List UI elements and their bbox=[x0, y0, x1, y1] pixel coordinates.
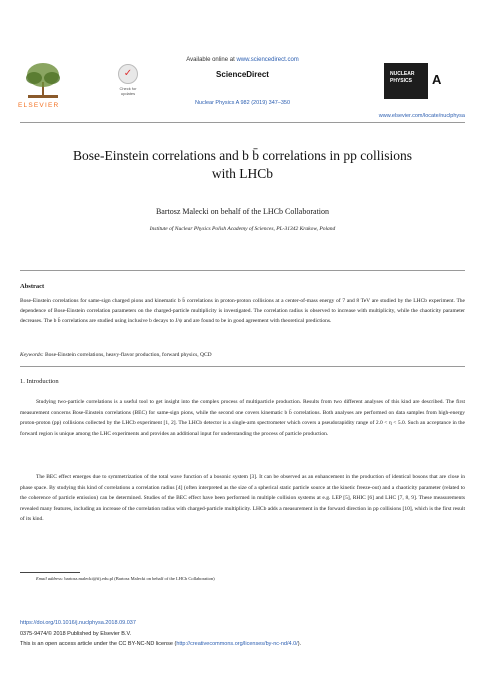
journal-reference: Nuclear Physics A 982 (2019) 347–350 bbox=[194, 100, 291, 106]
journal-logo bbox=[384, 63, 428, 99]
section-heading: 1. Introduction bbox=[20, 378, 59, 385]
abstract-heading: Abstract bbox=[20, 283, 45, 290]
intro-paragraph-1: Studying two-particle correlations is a useful tool to get insight into the complex process of multiparticle production. Results from two different analyses of this kind are described. The first measurement concerns Bose-Einstein correlations (BEC) for same-sign pions, while the second one covers kinematic b b̄ correlations. Both analyses are performed on data samples from high-energy proton-proton (pp) collisions collected by the LHCb experiment [1, 2]. The LHCb detector is a single-arm spectrometer which covers a pseudorapidity range of 2.0 < η < 5.0. Such an acceptance in the forward region is unique among the LHC experiments and provides an additional input for understanding the process of particle production. bbox=[20, 399, 465, 437]
footnote-label: Email address: bbox=[36, 576, 64, 581]
availability-line: Available online at www.sciencedirect.com bbox=[186, 57, 299, 63]
issn-copyright: 0375-9474/© 2018 Published by Elsevier B.V. bbox=[20, 631, 132, 637]
footnote-divider bbox=[20, 572, 80, 573]
check-for-updates-badge[interactable] bbox=[116, 64, 140, 96]
journal-homepage-link[interactable]: www.elsevier.com/locate/nuclphysa bbox=[378, 113, 465, 119]
journal-logo-line1: NUCLEAR bbox=[390, 71, 415, 77]
keywords-list: Bose-Einstein correlations, heavy-flavor production, forward physics, QCD bbox=[45, 352, 212, 358]
paper-title: Bose-Einstein correlations and b b̄ correlations in pp collisions with LHCb bbox=[73, 148, 412, 181]
abstract-divider-bottom bbox=[20, 366, 465, 367]
footnote-value[interactable]: bartosz.malecki@ifj.edu.pl (Bartosz Malecki on behalf of the LHCb Collaboration) bbox=[64, 576, 215, 581]
footnote-email bbox=[36, 576, 215, 581]
keywords-label: Keywords: bbox=[20, 352, 44, 358]
check-for-updates-icon: ✓ bbox=[118, 64, 138, 84]
sciencedirect-link[interactable]: www.sciencedirect.com bbox=[236, 57, 299, 63]
platform-name: ScienceDirect bbox=[216, 70, 269, 79]
intro-paragraph-2: The BEC effect emerges due to symmetrization of the total wave function of a bosonic system [3]. It can be observed as an enhancement in the production of identical bosons that are close in phase space. By studying this kind of correlations a correlation radius [4] (often interpreted as the size of a spherical static particle source at the kinetic freeze-out) and a chaoticity parameter (related to the coherence of particle emission) can be determined. Studies of the BEC effect have been performed in multiple collision systems at e.g. LEP [5], RHIC [6] and LHC [7, 8, 9]. These measurements revealed many features, including an increase of the correlation radius with charged-particle multiplicity. LHCb adds a measurement in the forward direction in pp collisions [10], which is the first result of its kind. bbox=[20, 474, 465, 523]
doi-link[interactable]: https://doi.org/10.1016/j.nuclphysa.2018.09.037 bbox=[20, 620, 136, 626]
authors: Bartosz Malecki on behalf of the LHCb Collaboration bbox=[155, 207, 330, 216]
license-line: This is an open access article under the CC BY-NC-ND license (http://creativecommons.org/licenses/by-nc-nd/4.0/). bbox=[20, 641, 302, 647]
journal-logo-line2: PHYSICS bbox=[390, 78, 412, 84]
header-divider bbox=[20, 122, 465, 123]
abstract-text: Bose-Einstein correlations for same-sign charged pions and kinematic b b̄ correlations in proton-proton collisions at a center-of-mass energy of 7 and 8 TeV are studied by the LHCb experiment. The dependence of Bose-Einstein correlation parameters on the charged-particle multiplicity is investigated. The correlation radius is observed to increase with multiplicity, while the chaoticity parameter decreases. The b b̄ correlations are studied using inclusive b decays to J/ψ and are found to be in good agreement with theoretical predictions. bbox=[20, 298, 465, 324]
journal-logo-letter: A bbox=[432, 72, 442, 87]
keywords bbox=[20, 352, 465, 358]
elsevier-tree-logo bbox=[20, 60, 66, 100]
abstract-divider-top bbox=[20, 270, 465, 271]
license-link[interactable]: http://creativecommons.org/licenses/by-nc-nd/4.0/ bbox=[176, 641, 298, 647]
check-for-updates-label: Check for updates bbox=[119, 86, 137, 96]
publisher-name: ELSEVIER bbox=[18, 102, 60, 109]
affiliation: Institute of Nuclear Physics Polish Academy of Sciences, PL-31342 Krakow, Poland bbox=[149, 226, 336, 232]
